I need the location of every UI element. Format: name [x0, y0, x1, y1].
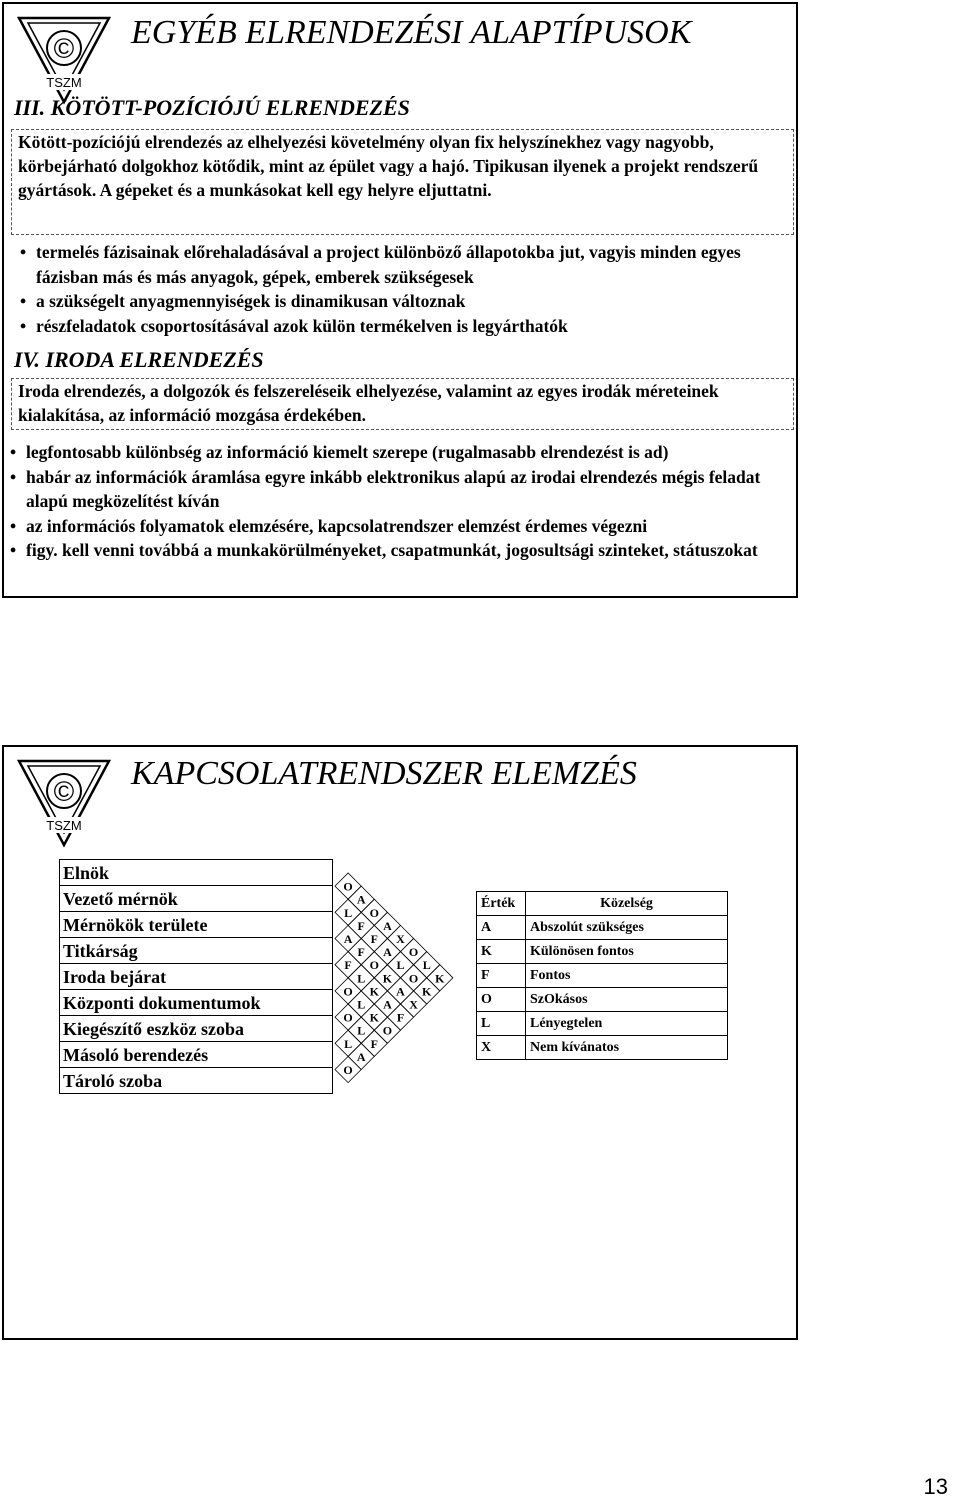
- role-label: Kiegészítő eszköz szoba: [60, 1016, 333, 1042]
- matrix-value: L: [357, 997, 366, 1012]
- matrix-value: A: [383, 945, 392, 960]
- matrix-value: L: [396, 958, 405, 973]
- matrix-value: O: [382, 1023, 393, 1038]
- role-label: Másoló berendezés: [60, 1042, 333, 1068]
- matrix-value: K: [369, 1010, 379, 1025]
- legend-meaning: Lényegtelen: [526, 1012, 728, 1036]
- slide-relationship-analysis: [2, 745, 798, 1340]
- matrix-value: L: [357, 971, 366, 986]
- role-row: [60, 990, 333, 1016]
- legend-code: K: [477, 940, 526, 964]
- bullet-item: • legfontosabb különbség az információ kiemelt szerepe (rugalmasabb elrendezést is ad): [8, 440, 803, 465]
- legend-row: [477, 940, 728, 964]
- legend-row: [477, 1036, 728, 1060]
- matrix-value: A: [356, 1049, 366, 1064]
- matrix-value: X: [409, 997, 418, 1012]
- role-row: [60, 964, 333, 990]
- legend-row: [477, 916, 728, 940]
- matrix-value: L: [344, 905, 353, 920]
- matrix-value: L: [422, 958, 431, 973]
- matrix-value: F: [370, 1036, 378, 1051]
- role-row: [60, 860, 333, 886]
- matrix-value: A: [343, 932, 353, 946]
- role-label: Vezető mérnök: [60, 886, 333, 912]
- legend-header-cell: Közelség: [526, 892, 728, 916]
- definition-box-fixed-position: [11, 129, 794, 235]
- role-row: [60, 1016, 333, 1042]
- roles-table: [59, 859, 333, 1094]
- matrix-value: O: [343, 984, 353, 999]
- legend-header-cell: Érték: [477, 892, 526, 916]
- legend-row: [477, 988, 728, 1012]
- legend-table: [476, 891, 728, 1060]
- slide-title: EGYÉB ELRENDEZÉSI ALAPTÍPUSOK: [131, 14, 692, 51]
- bullet-list-office: [8, 440, 803, 563]
- definition-text: Iroda elrendezés, a dolgozók és felszereléseik elhelyezése, valamint az egyes irodák méreteinek kialakítása, az információ mozgása érdekében.: [18, 381, 719, 425]
- legend-code: O: [477, 988, 526, 1012]
- slide-office-layout: [2, 2, 798, 598]
- legend-meaning: Nem kívánatos: [526, 1036, 728, 1060]
- matrix-value: K: [422, 984, 432, 999]
- matrix-value: K: [382, 971, 393, 986]
- role-row: [60, 1068, 333, 1094]
- matrix-value: F: [357, 918, 365, 933]
- matrix-value: O: [408, 971, 419, 986]
- role-row: [60, 886, 333, 912]
- matrix-value: F: [396, 1010, 405, 1025]
- legend-code: A: [477, 916, 526, 940]
- matrix-value: O: [343, 879, 353, 894]
- role-label: Iroda bejárat: [60, 964, 333, 990]
- matrix-value: O: [369, 905, 379, 920]
- matrix-value: O: [408, 945, 419, 960]
- role-row: [60, 912, 333, 938]
- matrix-value: F: [344, 958, 352, 973]
- legend-row: [477, 964, 728, 988]
- definition-text: Kötött-pozíciójú elrendezés az elhelyezési követelmény olyan fix helyszínekhez vagy nagyobb, körbejárható dolgokhoz kötődik, mint az épület vagy a hajó. Tipikusan ilyenek a projekt rendszerű gyártások. A gépeket és a munkásokat kell egy helyre eljuttatni.: [18, 132, 759, 200]
- matrix-value: K: [435, 971, 445, 986]
- bullet-item: • habár az információk áramlása egyre inkább elektronikus alapú az irodai elrendezés mégis feladat alapú megközelítést kíván: [8, 465, 803, 514]
- bullet-item: • figy. kell venni továbbá a munkakörülményeket, csapatmunkát, jogosultsági szinteket, státuszokat: [8, 538, 803, 563]
- logo-text: TSZM: [46, 818, 82, 833]
- legend-code: X: [477, 1036, 526, 1060]
- matrix-value: X: [396, 932, 405, 946]
- legend-row: [477, 1012, 728, 1036]
- role-label: Elnök: [60, 860, 333, 886]
- matrix-value: O: [343, 1063, 353, 1077]
- role-row: [60, 1042, 333, 1068]
- bullet-item: • a szükségelt anyagmennyiségek is dinamikusan változnak: [18, 289, 788, 314]
- legend-meaning: Fontos: [526, 964, 728, 988]
- tszm-logo-icon: [14, 753, 114, 853]
- bullet-item: • termelés fázisainak előrehaladásával a project különböző állapotokba jut, vagyis minden egyes fázisban más és más anyagok, gépek, emberek szükségesek: [18, 240, 788, 289]
- logo-copyright-mark: ©: [53, 33, 75, 64]
- bullet-item: • részfeladatok csoportosításával azok külön termékelven is legyárthatók: [18, 314, 788, 339]
- matrix-value: A: [383, 997, 392, 1012]
- section-heading-fixed-position: III. KÖTÖTT-POZÍCIÓJÚ ELRENDEZÉS: [14, 95, 410, 120]
- section-heading-office: IV. IRODA ELRENDEZÉS: [14, 347, 264, 372]
- slide-title: KAPCSOLATRENDSZER ELEMZÉS: [131, 755, 637, 792]
- legend-header-row: [477, 892, 728, 916]
- definition-box-office: [11, 378, 794, 430]
- role-label: Központi dokumentumok: [60, 990, 333, 1016]
- role-label: Titkárság: [60, 938, 333, 964]
- matrix-value: F: [357, 945, 365, 960]
- page-number: 13: [923, 1474, 948, 1499]
- matrix-value: L: [357, 1023, 366, 1038]
- matrix-value: A: [383, 918, 392, 933]
- matrix-value: O: [369, 958, 379, 973]
- matrix-value: K: [369, 984, 379, 999]
- role-row: [60, 938, 333, 964]
- role-label: Tároló szoba: [60, 1068, 333, 1094]
- matrix-value: O: [343, 1010, 353, 1025]
- matrix-value: A: [356, 892, 366, 907]
- matrix-value: F: [370, 932, 378, 946]
- legend-code: L: [477, 1012, 526, 1036]
- logo-copyright-mark: ©: [53, 776, 75, 807]
- legend-code: F: [477, 964, 526, 988]
- logo-text: TSZM: [46, 75, 82, 90]
- legend-meaning: Abszolút szükséges: [526, 916, 728, 940]
- bullet-item: • az információs folyamatok elemzésére, kapcsolatrendszer elemzést érdemes végezni: [8, 514, 803, 539]
- matrix-value: L: [344, 1036, 353, 1051]
- legend-meaning: SzOkásos: [526, 988, 728, 1012]
- legend-meaning: Különösen fontos: [526, 940, 728, 964]
- role-label: Mérnökök területe: [60, 912, 333, 938]
- matrix-value: A: [396, 984, 405, 999]
- bullet-list-fixed-position: [18, 240, 788, 338]
- relationship-matrix: [333, 859, 473, 1099]
